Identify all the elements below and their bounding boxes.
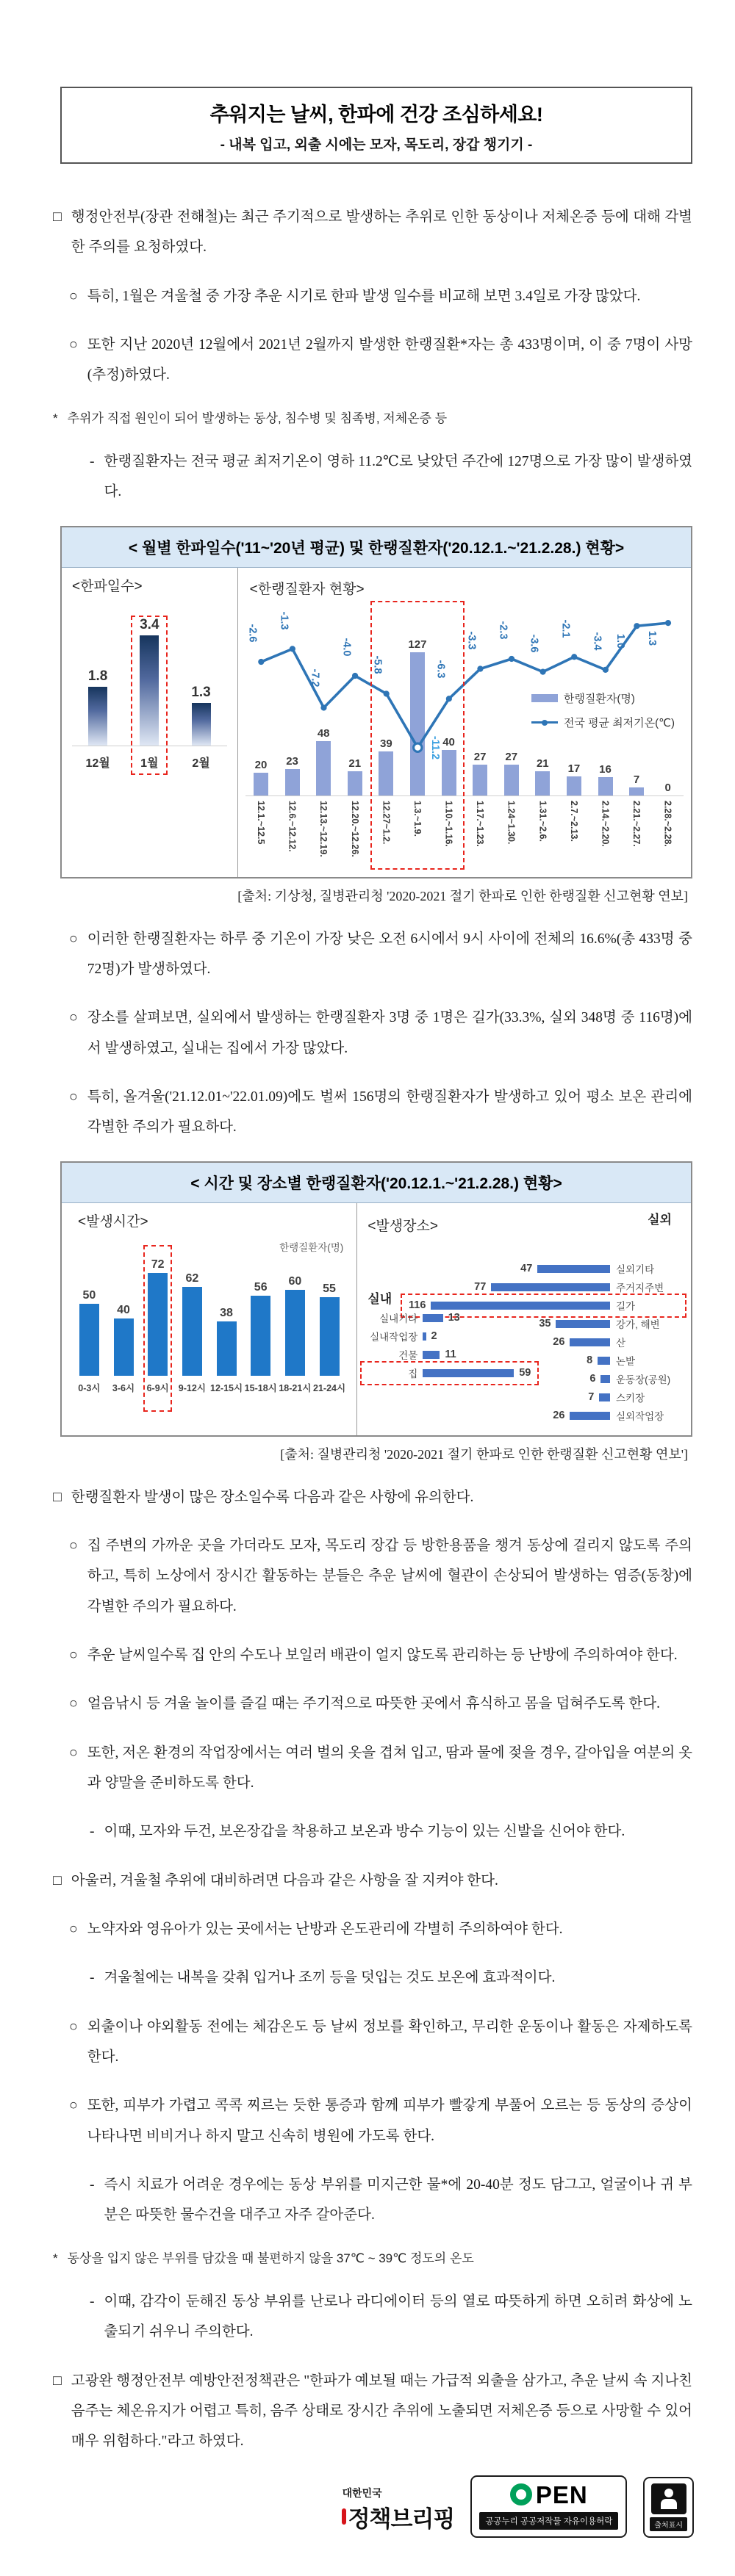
category-label: 12.6.~12.12.	[287, 800, 298, 852]
page-footer	[0, 2475, 735, 2576]
category-label: 논밭	[615, 1356, 636, 1368]
category-label: 실외기타	[615, 1264, 655, 1276]
line-point	[539, 668, 545, 674]
bullet-marker: □	[53, 2373, 62, 2389]
chart2-place-panel	[357, 1203, 691, 1435]
temperature-label: -6.3	[434, 660, 447, 679]
temperature-label: 1.3	[645, 630, 658, 646]
paragraph-text: 고광완 행정안전부 예방안전정책관은 "한파가 예보될 때는 가급적 외출을 삼가고, 추운 날씨 속 지나친 음주는 체온유지가 어렵고 특히, 음주 상태로 장시간 추위에 노출되면 저체온증 등으로 사망할 수 있어 매우 위험하다."라고 하였다.	[71, 2373, 692, 2450]
bar-value: 1.8	[87, 668, 108, 685]
temperature-label: -2.6	[246, 624, 259, 643]
bar	[570, 1412, 610, 1420]
bar-value: 48	[317, 726, 330, 740]
bullet-marker: -	[90, 453, 95, 469]
bar	[537, 1265, 610, 1273]
paragraph	[53, 2249, 692, 2268]
bar	[599, 1393, 610, 1401]
line-point	[445, 696, 451, 701]
bar	[423, 1314, 442, 1322]
mid-paragraphs	[53, 924, 692, 1143]
bullet-marker: ○	[69, 2098, 78, 2114]
page-title: 추워지는 날씨, 한파에 건강 조심하세요!	[209, 104, 543, 126]
chart-legend: 한랭질환자(명)	[279, 1241, 344, 1253]
line-point	[383, 690, 389, 696]
category-label: 2.21.~2.27.	[631, 800, 642, 847]
paragraph	[69, 1738, 692, 1799]
bar	[251, 1296, 270, 1376]
category-label: 3-6시	[112, 1382, 135, 1393]
bar-slot	[107, 1304, 141, 1376]
bar-value: 11	[445, 1349, 456, 1361]
category-label: 강가, 해변	[615, 1319, 660, 1331]
combo-plot	[245, 599, 684, 796]
bar-value: 77	[474, 1281, 487, 1294]
paragraph-text: 추위가 직접 원인이 되어 발생하는 동상, 침수병 및 침족병, 저체온증 등	[67, 411, 448, 425]
place-row	[581, 1352, 684, 1370]
chart1-left-label: <한파일수>	[72, 578, 143, 594]
place-row	[548, 1333, 684, 1352]
temperature-label: -2.1	[559, 619, 572, 638]
chart-legend	[531, 682, 675, 739]
bar	[114, 1318, 134, 1376]
category-label: 산	[615, 1338, 626, 1349]
bar-value: 40	[442, 736, 455, 749]
person-icon	[651, 2483, 686, 2514]
bar	[192, 703, 211, 745]
bar-value: 20	[254, 758, 268, 771]
line-point	[289, 646, 295, 652]
bar-slot	[209, 1307, 244, 1376]
bullet-marker: ○	[69, 288, 78, 304]
bar	[217, 1321, 237, 1376]
category-label: 12-15시	[210, 1382, 243, 1393]
paragraph	[69, 281, 692, 311]
paragraph-text: 한랭질환자는 전국 평균 최저기온이 영하 11.2℃로 낮았던 주간에 127명으로 가장 많이 발생하였다.	[104, 453, 692, 500]
place-row	[363, 1364, 536, 1382]
place-row	[583, 1388, 684, 1407]
bar-value: 47	[520, 1263, 533, 1275]
open-circle-icon	[510, 2483, 532, 2505]
place-row	[363, 1309, 465, 1327]
paragraph-text: 또한, 저온 환경의 작업장에서는 여러 벌의 옷을 겹쳐 입고, 땀과 물에 젖을 경우, 갈아입을 여분의 옷과 양말을 준비하도록 한다.	[87, 1745, 692, 1791]
bar-value: 27	[473, 751, 487, 764]
bar-value: 62	[185, 1272, 199, 1285]
category-row	[245, 801, 684, 868]
bar	[423, 1332, 426, 1341]
category-label: 12.13.~12.19.	[318, 800, 329, 857]
place-row	[534, 1315, 684, 1333]
bar-value: 16	[599, 763, 612, 776]
chart2-time-place	[60, 1161, 692, 1437]
paragraph	[69, 1640, 692, 1670]
category-label: 1.10.~1.16.	[443, 800, 454, 847]
category-label: 2월	[192, 757, 210, 770]
paragraph-text: 한랭질환자 발생이 많은 장소일수록 다음과 같은 사항에 유의한다.	[71, 1489, 474, 1505]
legend-label: 한랭질환자(명)	[563, 692, 635, 705]
chart2-time-label: <발생시간>	[78, 1213, 148, 1230]
category-label: 1월	[140, 757, 159, 770]
chart2-time-panel	[62, 1203, 357, 1435]
temperature-label: -3.3	[465, 631, 478, 650]
bullet-marker: -	[90, 1970, 95, 1986]
paragraph	[69, 2090, 692, 2151]
policy-briefing-logo	[340, 2486, 455, 2538]
paragraph-text: 얼음낚시 등 겨울 놀이를 즐길 때는 주기적으로 따뜻한 곳에서 휴식하고 몸을 덥혀주도록 한다.	[87, 1696, 660, 1712]
chart2-title: < 시간 및 장소별 한랭질환자('20.12.1.~'21.2.28.) 현황>	[62, 1163, 691, 1203]
bullet-marker: ○	[69, 931, 78, 947]
chart1-source: [출처: 기상청, 질병관리청 '2020-2021 절기 한파로 인한 한랭질환 신고현황 연보]	[237, 888, 688, 903]
open-kogl-logo	[470, 2475, 627, 2538]
category-label: 운동장(공원)	[615, 1374, 671, 1386]
bullet-marker: ○	[69, 1745, 78, 1761]
paragraph-text: 동상을 입지 않은 부위를 담갔을 때 불편하지 않을 37℃ ~ 39℃ 정도의 온도	[67, 2251, 474, 2265]
place-row	[363, 1346, 461, 1364]
bullet-marker: *	[53, 411, 58, 425]
bullet-marker: □	[53, 209, 62, 225]
line-point	[352, 673, 358, 679]
bar-value: 1.3	[191, 685, 211, 701]
outdoor-group-label: 실외	[648, 1212, 672, 1227]
bar-slot	[312, 1282, 347, 1376]
bar	[320, 1297, 340, 1376]
page-subtitle: - 내복 입고, 외출 시에는 모자, 목도리, 장갑 챙기기 -	[220, 137, 533, 153]
category-label: 집	[408, 1368, 418, 1380]
bar-slot	[140, 1258, 175, 1376]
coldwave-bars	[72, 616, 227, 746]
title-box	[60, 87, 692, 164]
bullet-marker: ○	[69, 1921, 78, 1937]
category-label: 길가	[615, 1301, 636, 1313]
paragraph-text: 또한, 피부가 가렵고 콕콕 찌르는 듯한 통증과 함께 피부가 빨갛게 부풀어 오르는 등 동상의 증상이 나타나면 비비거나 하지 말고 신속히 병원에 가도록 한다.	[87, 2098, 692, 2144]
bar-slot	[72, 1289, 107, 1375]
bullet-marker: □	[53, 1872, 62, 1888]
category-label: 18-21시	[279, 1382, 312, 1393]
bar-value: 2	[431, 1330, 437, 1343]
bar-swatch	[531, 694, 558, 702]
bar-value: 39	[380, 737, 392, 750]
category-label: 건물	[398, 1350, 418, 1362]
line-point	[665, 620, 671, 626]
paragraph-text: 또한 지난 2020년 12월에서 2021년 2월까지 발생한 한랭질환*자는 총 433명이며, 이 중 7명이 사망(추정)하였다.	[87, 336, 692, 383]
bullet-marker: ○	[69, 1647, 78, 1663]
bar-value: 40	[117, 1303, 130, 1316]
bar-value: 27	[505, 751, 518, 764]
place-row	[363, 1327, 442, 1346]
category-label: 6-9시	[146, 1382, 169, 1393]
chart1-coldwave-days-panel	[62, 568, 238, 877]
paragraph	[69, 2012, 692, 2073]
bar-value: 26	[553, 1410, 565, 1422]
indoor-group-label: 실내	[368, 1291, 392, 1306]
paragraph	[53, 202, 692, 263]
legend-item	[531, 690, 675, 706]
bar-slot	[176, 685, 227, 745]
place-row	[584, 1370, 684, 1388]
bar-value: 8	[587, 1354, 593, 1367]
bullet-marker: -	[90, 2293, 95, 2309]
outro-paragraphs	[53, 1482, 692, 2457]
category-label: 스키장	[615, 1393, 645, 1404]
bar-value: 38	[220, 1306, 233, 1319]
legend-label: 전국 평균 최저기온(℃)	[563, 716, 675, 729]
bar-value: 26	[553, 1336, 565, 1349]
paragraph	[69, 1531, 692, 1622]
category-label: 1.31.~2.6.	[537, 800, 548, 842]
bar-value: 55	[323, 1282, 336, 1295]
bar-value: 7	[633, 773, 640, 786]
bullet-marker: ○	[69, 2018, 78, 2035]
category-label: 1.24~1.30.	[506, 800, 517, 845]
bar-value: 116	[408, 1299, 426, 1312]
chart1-right-label: <한랭질환자 현황>	[249, 581, 365, 597]
category-label: 9-12시	[178, 1382, 206, 1393]
line-point	[634, 623, 639, 629]
chart1-monthly-coldwave	[60, 526, 692, 878]
paragraph	[53, 2366, 692, 2457]
bar-value: 72	[151, 1258, 165, 1271]
paragraph	[90, 1816, 692, 1847]
bar-slot	[243, 1281, 278, 1376]
bullet-marker: ○	[69, 1089, 78, 1105]
temperature-label: -1.3	[278, 611, 290, 630]
temperature-label: -7.2	[309, 668, 321, 688]
kogl-license-label: 공공누리 공공저작물 자유이용허락	[479, 2512, 618, 2530]
paragraph	[69, 1689, 692, 1719]
chart1-title: < 월별 한파일수('11~'20년 평균) 및 한랭질환자('20.12.1.~'21.2.28.) 현황>	[62, 527, 691, 568]
temperature-label: -11.2	[429, 735, 442, 760]
bar-value: 60	[288, 1274, 302, 1288]
place-row	[548, 1407, 684, 1425]
temperature-label: -3.6	[528, 634, 540, 653]
bar	[423, 1351, 440, 1359]
bar-value: 3.4	[140, 616, 159, 632]
intro-paragraphs	[53, 202, 692, 508]
bar-value: 0	[664, 781, 671, 794]
bar-slot	[72, 668, 123, 745]
bar	[140, 635, 159, 746]
paragraph-text: 집 주변의 가까운 곳을 가더라도 모자, 목도리 장갑 등 방한용품을 챙겨 동상에 걸리지 않도록 주의하고, 특히 노상에서 장시간 활동하는 분들은 추운 날씨에 혈관이 손상되어 발생하는 염증(동창)에 각별한 주의가 필요하다.	[87, 1537, 692, 1614]
bar	[570, 1338, 610, 1346]
chart1-patients-panel	[238, 568, 691, 877]
bar-slot	[278, 1275, 312, 1376]
paragraph-text: 아울러, 겨울철 추위에 대비하려면 다음과 같은 사항을 잘 지켜야 한다.	[71, 1872, 498, 1888]
category-label: 0-3시	[78, 1382, 101, 1393]
paragraph	[90, 447, 692, 508]
category-label: 12.20.~12.26.	[349, 800, 360, 857]
kogl-attribution-badge	[643, 2477, 694, 2538]
paragraph-text: 특히, 올겨울('21.12.01~'22.01.09)에도 벌써 156명의 한랭질환자가 발생하고 있어 평소 보온 관리에 각별한 주의가 필요하다.	[87, 1089, 692, 1136]
paragraph-text: 장소를 살펴보면, 실외에서 발생하는 한랭질환자 3명 중 1명은 길가(33.3%, 실외 348명 중 116명)에서 발생하였고, 실내는 집에서 가장 많았다.	[87, 1010, 692, 1056]
temperature-label: -2.3	[497, 621, 509, 640]
category-label: 실내작업장	[370, 1332, 418, 1343]
category-label: 2.7.~2.13.	[568, 800, 579, 842]
category-label: 1.3.~1.9.	[412, 800, 423, 837]
category-label: 1.17.~1.23.	[475, 800, 486, 847]
paragraph-text: 특히, 1월은 겨울철 중 가장 추운 시기로 한파 발생 일수를 비교해 보면 3.4일로 가장 많았다.	[87, 288, 641, 304]
bar	[182, 1287, 202, 1376]
paragraph-text: 추운 날씨일수록 집 안의 수도나 보일러 배관이 얼지 않도록 관리하는 등 난방에 주의하여야 한다.	[87, 1647, 678, 1663]
bar-value: 21	[348, 757, 362, 771]
time-bars	[72, 1252, 346, 1376]
paragraph-text: 겨울철에는 내복을 갖춰 입거나 조끼 등을 덧입는 것도 보온에 효과적이다.	[104, 1970, 556, 1986]
bar-value: 35	[539, 1318, 551, 1330]
line-point	[509, 656, 514, 662]
line-point	[477, 665, 483, 671]
bar-value: 21	[536, 757, 549, 771]
line-point	[258, 659, 264, 665]
bar-value: 17	[567, 762, 581, 775]
line-point	[413, 743, 421, 751]
chart2-place-label: <발생장소>	[368, 1218, 438, 1234]
paragraph-text: 이때, 감각이 둔해진 동상 부위를 난로나 라디에이터 등의 열로 따뜻하게 하면 오히려 화상에 노출되기 쉬우니 주의한다.	[104, 2293, 692, 2340]
bar	[79, 1304, 99, 1375]
bar-value: 56	[254, 1280, 268, 1294]
bullet-marker: ○	[69, 1537, 78, 1554]
bullet-marker: -	[90, 1824, 95, 1840]
bar-value: 6	[589, 1373, 596, 1385]
bar-slot	[175, 1272, 209, 1376]
category-label: 실내기타	[379, 1313, 418, 1325]
paragraph	[69, 330, 692, 391]
open-label: PEN	[535, 2481, 588, 2508]
bar	[600, 1375, 610, 1383]
bullet-marker: ○	[69, 336, 78, 353]
chart2-source: [출처: 질병관리청 '2020-2021 절기 한파로 인한 한랭질환 신고현황 연보']	[280, 1446, 688, 1462]
line-swatch	[531, 721, 558, 724]
bullet-marker: □	[53, 1489, 62, 1505]
brand-country-label: 대한민국	[342, 2486, 382, 2499]
paragraph	[90, 2287, 692, 2348]
bar	[285, 1290, 305, 1376]
temperature-label: -5.8	[371, 655, 384, 674]
category-row	[72, 754, 227, 771]
category-label: 12.1.~12.5	[255, 800, 266, 845]
paragraph-text: 이때, 모자와 두건, 보온장갑을 착용하고 보온과 방수 기능이 있는 신발을 신어야 한다.	[104, 1824, 625, 1840]
category-label: 2.28.~2.28.	[662, 800, 673, 847]
place-row	[469, 1278, 684, 1296]
bar	[423, 1369, 514, 1377]
red-tick-icon	[342, 2508, 346, 2525]
line-point	[571, 654, 577, 660]
bar-value: 23	[286, 755, 298, 768]
paragraph-text: 행정안전부(장관 전해철)는 최근 주기적으로 발생하는 추위로 인한 동상이나 저체온증 등에 대해 각별한 주의를 요청하였다.	[71, 209, 692, 256]
bullet-marker: -	[90, 2176, 95, 2193]
place-row	[515, 1260, 684, 1278]
paragraph	[53, 1866, 692, 1896]
bullet-marker: ○	[69, 1010, 78, 1026]
category-label: 15-18시	[244, 1382, 277, 1393]
bar	[148, 1273, 168, 1376]
paragraph	[53, 409, 692, 428]
bullet-marker: ○	[69, 1696, 78, 1712]
category-row	[72, 1381, 346, 1394]
paragraph-text: 즉시 치료가 어려운 경우에는 동상 부위를 미지근한 물*에 20-40분 정도 담그고, 얼굴이나 귀 부분은 따뜻한 물수건을 대주고 자주 갈아준다.	[104, 2176, 692, 2223]
bar	[88, 687, 107, 745]
temperature-label: 1.0	[614, 633, 627, 649]
paragraph	[90, 2170, 692, 2231]
category-label: 2.14.~2.20.	[600, 800, 611, 847]
paragraph	[53, 1482, 692, 1512]
paragraph	[90, 1963, 692, 1993]
paragraph	[69, 1003, 692, 1064]
paragraph	[69, 924, 692, 985]
temperature-label: -3.4	[591, 632, 603, 651]
category-label: 주거지주변	[615, 1282, 664, 1294]
paragraph-text: 노약자와 영유아가 있는 곳에서는 난방과 온도관리에 각별히 주의하여야 한다.	[87, 1921, 563, 1937]
attribution-label: 출처표시	[650, 2517, 687, 2531]
paragraph	[69, 1914, 692, 1944]
category-label: 21-24시	[313, 1382, 346, 1393]
bar-slot	[124, 617, 176, 746]
category-label: 12.27~1.2.	[381, 800, 392, 845]
paragraph-text: 이러한 한랭질환자는 하루 중 기온이 가장 낮은 오전 6시에서 9시 사이에 전체의 16.6%(총 433명 중 72명)가 발생하였다.	[87, 931, 692, 977]
bar	[556, 1320, 610, 1328]
bullet-marker: *	[53, 2251, 58, 2265]
bar	[598, 1357, 610, 1365]
legend-item	[531, 715, 675, 730]
paragraph	[69, 1082, 692, 1143]
line-point	[320, 704, 326, 710]
bar-value: 50	[82, 1289, 96, 1302]
category-label: 12월	[85, 757, 110, 770]
bar-value: 127	[408, 638, 427, 651]
bar-value: 59	[519, 1367, 531, 1379]
paragraph-text: 외출이나 야외활동 전에는 체감온도 등 날씨 정보를 확인하고, 무리한 운동이나 활동은 자제하도록 한다.	[87, 2018, 692, 2065]
bar	[491, 1283, 610, 1291]
bar-value: 13	[448, 1312, 460, 1324]
bar-value: 7	[588, 1391, 595, 1404]
line-point	[602, 666, 608, 672]
temperature-label: -4.0	[340, 638, 353, 657]
brand-name-label: 정책브리핑	[348, 2505, 455, 2532]
category-label: 실외작업장	[615, 1411, 664, 1423]
